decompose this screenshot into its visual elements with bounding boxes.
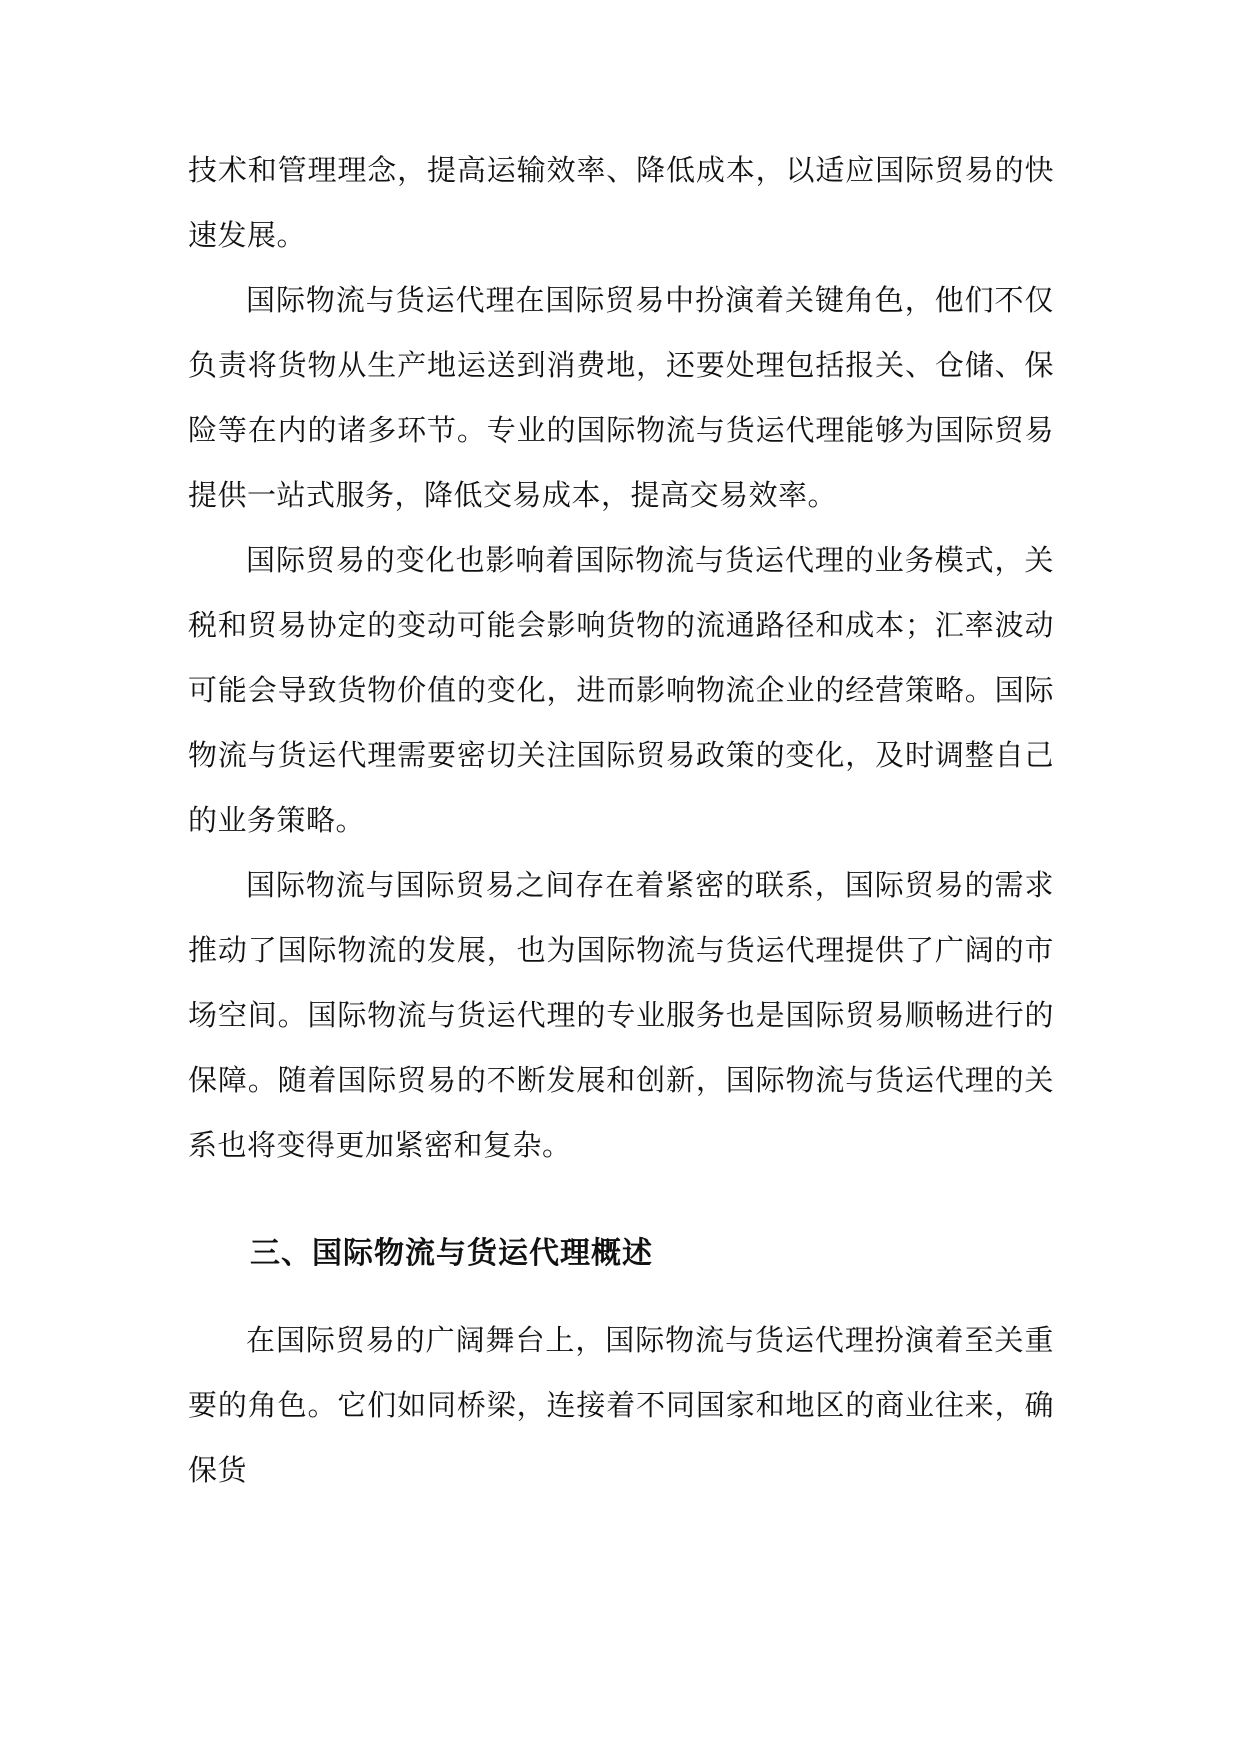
section-heading: 三、国际物流与货运代理概述 bbox=[250, 1236, 653, 1271]
paragraph-trade-changes: 国际贸易的变化也影响着国际物流与货运代理的业务模式，关税和贸易协定的变动可能会影响货物的流通路径和成本；汇率波动可能会导致货物价值的变化，进而影响物流企业的经营策略。国际物流与货运代理需要密切关注国际贸易政策的变化，及时调整自己的业务策略。 bbox=[188, 543, 1054, 837]
paragraph-section-intro: 在国际贸易的广阔舞台上，国际物流与货运代理扮演着至关重要的角色。它们如同桥梁，连接着不同国家和地区的商业往来，确保货 bbox=[188, 1323, 1054, 1487]
paragraph-continuation: 技术和管理理念，提高运输效率、降低成本，以适应国际贸易的快速发展。 bbox=[188, 153, 1054, 252]
document-body bbox=[188, 138, 1054, 1503]
paragraph-relationship: 国际物流与国际贸易之间存在着紧密的联系，国际贸易的需求推动了国际物流的发展，也为国际物流与货运代理提供了广阔的市场空间。国际物流与货运代理的专业服务也是国际贸易顺畅进行的保障。随着国际贸易的不断发展和创新，国际物流与货运代理的关系也将变得更加紧密和复杂。 bbox=[188, 868, 1054, 1162]
paragraph-logistics-role: 国际物流与货运代理在国际贸易中扮演着关键角色，他们不仅负责将货物从生产地运送到消费地，还要处理包括报关、仓储、保险等在内的诸多环节。专业的国际物流与货运代理能够为国际贸易提供一站式服务，降低交易成本，提高交易效率。 bbox=[188, 283, 1054, 512]
